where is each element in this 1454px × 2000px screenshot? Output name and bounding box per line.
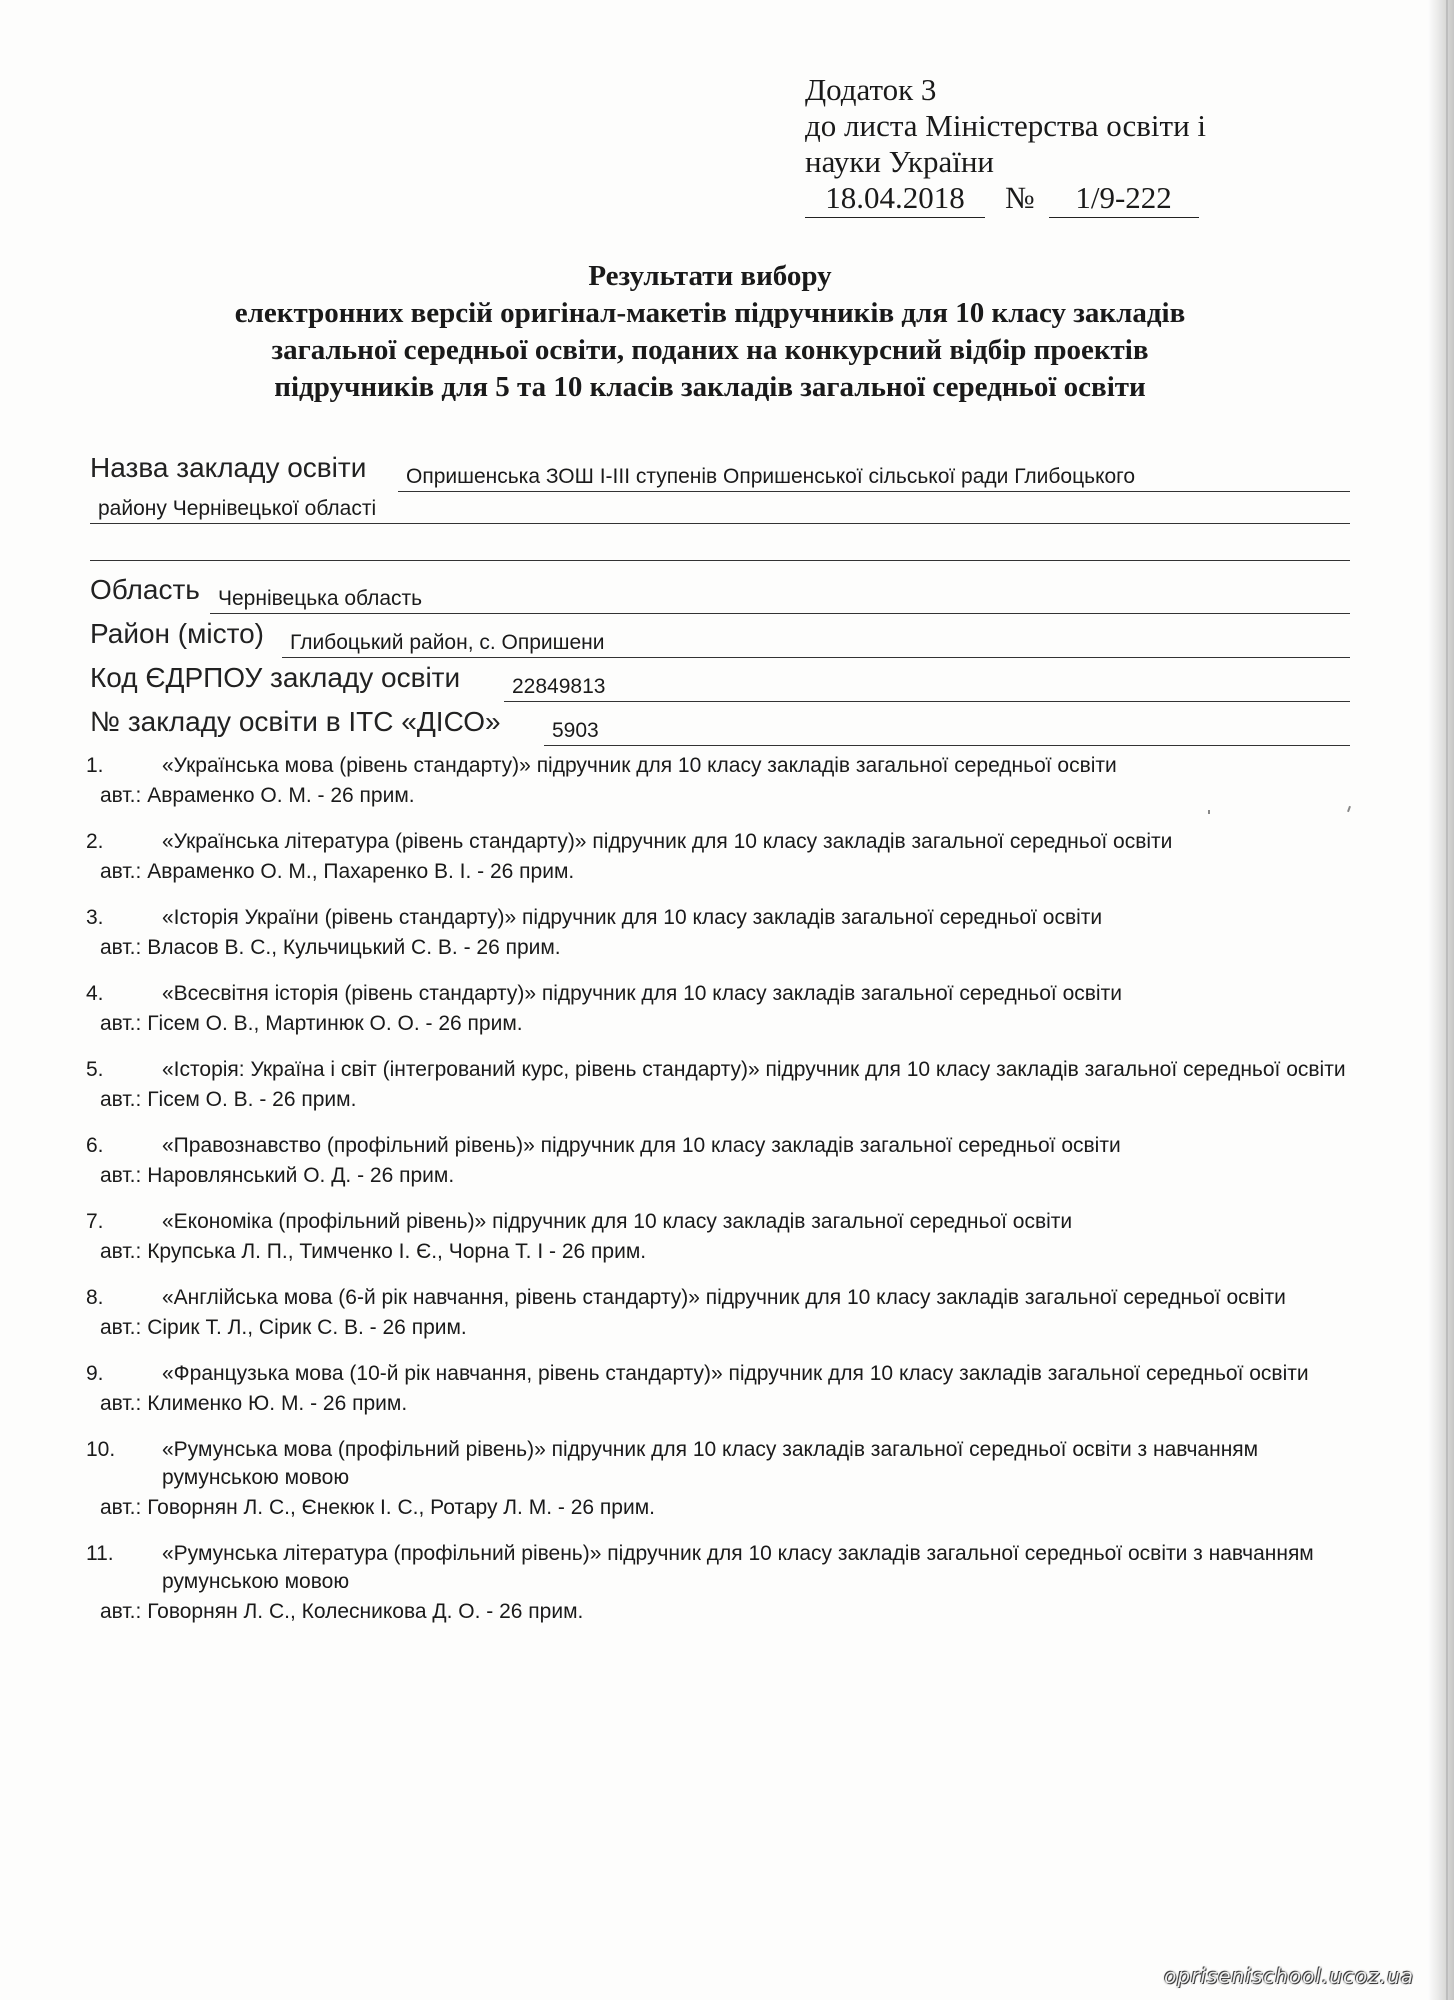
region-row bbox=[90, 574, 1350, 614]
edrpou-row bbox=[90, 662, 1350, 702]
list-item bbox=[86, 1360, 1356, 1418]
author-prefix: авт.: bbox=[100, 860, 142, 883]
school-name-value-2: району Чернівецької області bbox=[90, 496, 1350, 524]
author-prefix: авт.: bbox=[100, 936, 142, 959]
author-prefix: авт.: bbox=[100, 1164, 142, 1187]
textbook-author-line bbox=[100, 782, 1356, 810]
textbook-author-line bbox=[100, 1314, 1356, 1342]
author-names: Крупська Л. П., Тимченко І. Є., Чорна Т. І - 26 прим. bbox=[147, 1240, 647, 1263]
textbook-author-line bbox=[100, 1086, 1356, 1114]
textbook-author-line bbox=[100, 858, 1356, 886]
scan-speck bbox=[1208, 810, 1210, 814]
item-number: 1. bbox=[86, 754, 104, 777]
author-names: Гісем О. В. - 26 прим. bbox=[147, 1088, 357, 1111]
item-number: 6. bbox=[86, 1134, 104, 1157]
number-sign: № bbox=[1005, 180, 1035, 215]
textbook-author-line bbox=[100, 1494, 1356, 1522]
author-prefix: авт.: bbox=[100, 1012, 142, 1035]
author-names: Авраменко О. М., Пахаренко В. І. - 26 прим. bbox=[147, 860, 575, 883]
district-value: Глибоцький район, с. Опришени bbox=[282, 630, 1350, 658]
item-number: 10. bbox=[86, 1438, 116, 1461]
list-item bbox=[86, 828, 1356, 886]
region-value: Чернівецька область bbox=[210, 586, 1350, 614]
author-prefix: авт.: bbox=[100, 1392, 142, 1415]
list-item bbox=[86, 1208, 1356, 1266]
item-number: 2. bbox=[86, 830, 104, 853]
author-names: Авраменко О. М. - 26 прим. bbox=[147, 784, 415, 807]
textbook-author-line bbox=[100, 1390, 1356, 1418]
list-item bbox=[86, 1056, 1356, 1114]
appendix-letter-ref: до листа Міністерства освіти і bbox=[805, 108, 1207, 143]
textbook-title: «Всесвітня історія (рівень стандарту)» підручник для 10 класу закладів загальної середньої освіти bbox=[162, 982, 1122, 1005]
appendix-number: Додаток 3 bbox=[805, 72, 937, 107]
item-number: 4. bbox=[86, 982, 104, 1005]
textbook-list bbox=[86, 752, 1356, 1644]
site-watermark: oprisenischool.ucoz.ua bbox=[1164, 1964, 1414, 1988]
list-item bbox=[86, 904, 1356, 962]
item-number: 11. bbox=[86, 1542, 114, 1565]
author-prefix: авт.: bbox=[100, 1088, 142, 1111]
textbook-author-line bbox=[100, 1162, 1356, 1190]
appendix-ministry: науки України bbox=[805, 144, 995, 179]
district-label: Район (місто) bbox=[90, 618, 264, 649]
textbook-author-line bbox=[100, 934, 1356, 962]
blank-line bbox=[90, 560, 1350, 561]
textbook-title: «Історія: Україна і світ (інтегрований курс, рівень стандарту)» підручник для 10 класу закладів загальної середньої освіти bbox=[162, 1058, 1346, 1081]
title-line-4: підручників для 5 та 10 класів закладів загальної середньої освіти bbox=[274, 371, 1146, 403]
author-names: Гісем О. В., Мартинюк О. О. - 26 прим. bbox=[147, 1012, 523, 1035]
list-item bbox=[86, 1284, 1356, 1342]
edrpou-label: Код ЄДРПОУ закладу освіти bbox=[90, 662, 461, 693]
textbook-title: «Французька мова (10-й рік навчання, рівень стандарту)» підручник для 10 класу закладів загальної середньої освіти bbox=[162, 1362, 1309, 1385]
letter-date: 18.04.2018 bbox=[805, 183, 985, 218]
itc-label: № закладу освіти в ІТС «ДІСО» bbox=[90, 706, 501, 737]
item-number: 7. bbox=[86, 1210, 104, 1233]
textbook-author-line bbox=[100, 1010, 1356, 1038]
item-number: 5. bbox=[86, 1058, 104, 1081]
edrpou-value: 22849813 bbox=[504, 674, 1350, 702]
textbook-title: «Правознавство (профільний рівень)» підручник для 10 класу закладів загальної середньої освіти bbox=[162, 1134, 1121, 1157]
appendix-header bbox=[805, 72, 1245, 218]
author-prefix: авт.: bbox=[100, 1316, 142, 1339]
item-number: 9. bbox=[86, 1362, 104, 1385]
list-item bbox=[86, 1436, 1356, 1522]
page-edge-line bbox=[1446, 0, 1448, 2000]
title-line-2: електронних версій оригінал-макетів підручників для 10 класу закладів bbox=[234, 297, 1186, 329]
item-number: 8. bbox=[86, 1286, 104, 1309]
list-item bbox=[86, 1540, 1356, 1626]
author-names: Клименко Ю. М. - 26 прим. bbox=[147, 1392, 408, 1415]
page-edge-shadow bbox=[1428, 0, 1454, 2000]
textbook-title: «Економіка (профільний рівень)» підручник для 10 класу закладів загальної середньої освіти bbox=[162, 1210, 1073, 1233]
author-names: Говорнян Л. С., Єнекюк І. С., Ротару Л. М. - 26 прим. bbox=[147, 1496, 655, 1519]
author-names: Говорнян Л. С., Колесникова Д. О. - 26 прим. bbox=[147, 1600, 584, 1623]
title-line-3: загальної середньої освіти, поданих на конкурсний відбір проектів bbox=[271, 334, 1149, 366]
author-names: Власов В. С., Кульчицький С. В. - 26 прим. bbox=[147, 936, 561, 959]
letter-reference bbox=[805, 180, 1245, 218]
school-name-label: Назва закладу освіти bbox=[90, 452, 367, 483]
author-names: Наровлянський О. Д. - 26 прим. bbox=[147, 1164, 455, 1187]
school-name-value: Опришенська ЗОШ І-ІІІ ступенів Опришенської сільської ради Глибоцького bbox=[398, 464, 1350, 492]
list-item bbox=[86, 1132, 1356, 1190]
district-row bbox=[90, 618, 1350, 658]
textbook-title: «Румунська література (профільний рівень)» підручник для 10 класу закладів загальної середньої освіти з навчанням румунською мовою bbox=[162, 1542, 1314, 1593]
letter-number: 1/9-222 bbox=[1049, 183, 1199, 218]
textbook-title: «Українська література (рівень стандарту)» підручник для 10 класу закладів загальної середньої освіти bbox=[162, 830, 1173, 853]
school-name-row-2 bbox=[90, 492, 1350, 524]
author-prefix: авт.: bbox=[100, 1600, 142, 1623]
item-number: 3. bbox=[86, 906, 104, 929]
school-name-row bbox=[90, 452, 1350, 492]
title-line-1: Результати вибору bbox=[588, 260, 832, 292]
textbook-title: «Українська мова (рівень стандарту)» підручник для 10 класу закладів загальної середньої освіти bbox=[162, 754, 1117, 777]
textbook-title: «Англійська мова (6-й рік навчання, рівень стандарту)» підручник для 10 класу закладів загальної середньої освіти bbox=[162, 1286, 1286, 1309]
itc-row bbox=[90, 706, 1350, 746]
textbook-author-line bbox=[100, 1598, 1356, 1626]
author-prefix: авт.: bbox=[100, 784, 142, 807]
textbook-author-line bbox=[100, 1238, 1356, 1266]
list-item bbox=[86, 752, 1356, 810]
textbook-title: «Румунська мова (профільний рівень)» підручник для 10 класу закладів загальної середньої освіти з навчанням румунською мовою bbox=[162, 1438, 1259, 1489]
itc-value: 5903 bbox=[544, 718, 1350, 746]
textbook-title: «Історія України (рівень стандарту)» підручник для 10 класу закладів загальної середньої освіти bbox=[162, 906, 1103, 929]
region-label: Область bbox=[90, 574, 200, 605]
author-names: Сірик Т. Л., Сірик С. В. - 26 прим. bbox=[147, 1316, 467, 1339]
list-item bbox=[86, 980, 1356, 1038]
author-prefix: авт.: bbox=[100, 1496, 142, 1519]
author-prefix: авт.: bbox=[100, 1240, 142, 1263]
document-title bbox=[120, 258, 1300, 406]
